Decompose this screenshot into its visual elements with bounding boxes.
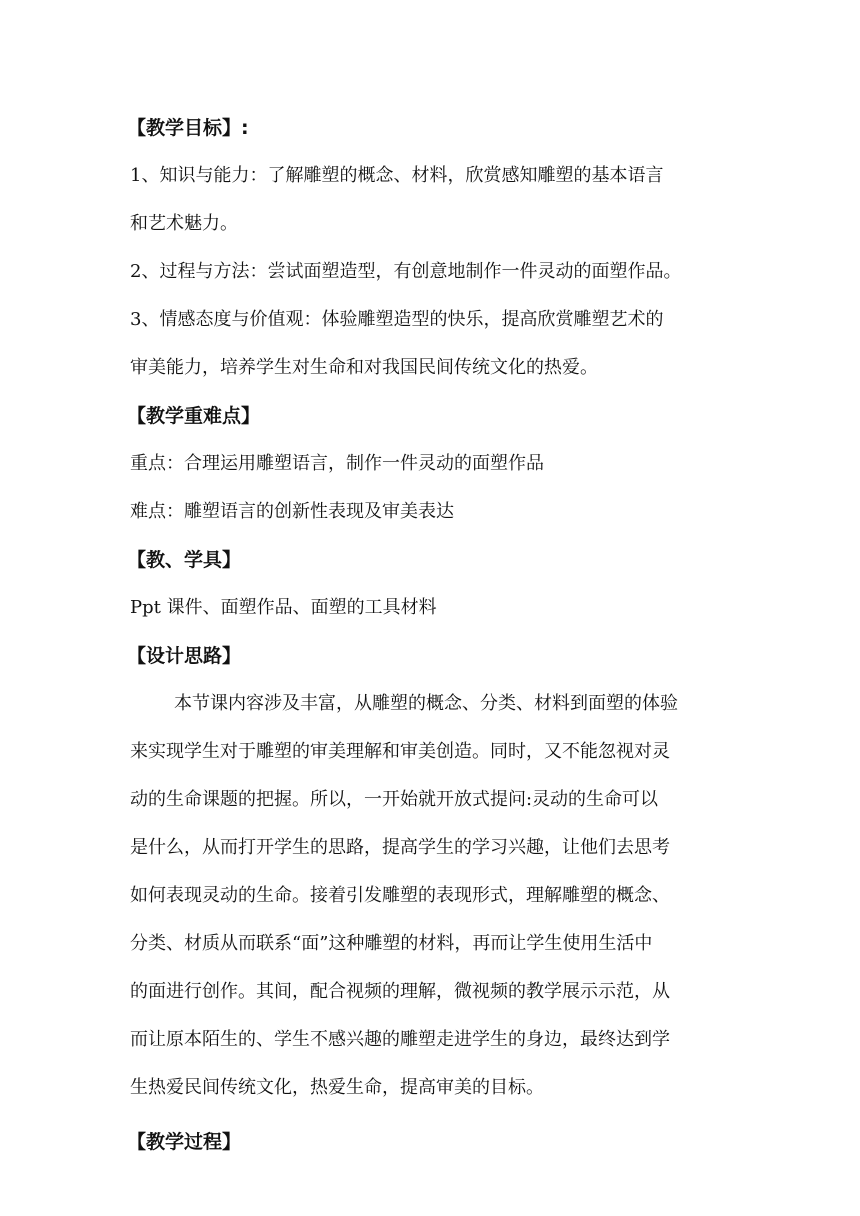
difficult-point: 难点：雕塑语言的创新性表现及审美表达 — [130, 501, 454, 522]
goal-item-3-line-1: 3、情感态度与价值观：体验雕塑造型的快乐，提高欣赏雕塑艺术的 — [130, 309, 664, 330]
design-heading: 【设计思路】 — [127, 645, 242, 667]
key-points-heading: 【教学重难点】 — [127, 405, 261, 427]
key-point: 重点：合理运用雕塑语言，制作一件灵动的面塑作品 — [130, 453, 544, 474]
teaching-goals-heading: 【教学目标】: — [127, 117, 249, 139]
design-line: 分类、材质从而联系“面”这种雕塑的材料，再而让学生使用生活中 — [130, 933, 653, 954]
goal-item-2: 2、过程与方法：尝试面塑造型，有创意地制作一件灵动的面塑作品。 — [130, 261, 682, 282]
goal-item-3-line-2: 审美能力，培养学生对生命和对我国民间传统文化的热爱。 — [130, 357, 598, 378]
design-line: 生热爱民间传统文化，热爱生命，提高审美的目标。 — [130, 1077, 544, 1098]
process-heading: 【教学过程】 — [127, 1131, 242, 1153]
design-line: 动的生命课题的把握。所以，一开始就开放式提问:灵动的生命可以 — [130, 789, 659, 810]
tools-heading: 【教、学具】 — [127, 549, 242, 571]
goal-item-1-line-1: 1、知识与能力：了解雕塑的概念、材料，欣赏感知雕塑的基本语言 — [130, 165, 664, 186]
design-line: 如何表现灵动的生命。接着引发雕塑的表现形式，理解雕塑的概念、 — [130, 885, 670, 906]
design-line: 本节课内容涉及丰富，从雕塑的概念、分类、材料到面塑的体验 — [174, 693, 678, 714]
goal-item-1-line-2: 和艺术魅力。 — [130, 213, 238, 234]
document-page — [127, 104, 730, 1166]
design-line: 的面进行创作。其间，配合视频的理解，微视频的教学展示示范，从 — [130, 981, 670, 1002]
design-line: 而让原本陌生的、学生不感兴趣的雕塑走进学生的身边，最终达到学 — [130, 1029, 670, 1050]
tools-text: Ppt 课件、面塑作品、面塑的工具材料 — [130, 597, 437, 618]
design-line: 来实现学生对于雕塑的审美理解和审美创造。同时，又不能忽视对灵 — [130, 741, 670, 762]
design-line: 是什么，从而打开学生的思路，提高学生的学习兴趣，让他们去思考 — [130, 837, 670, 858]
